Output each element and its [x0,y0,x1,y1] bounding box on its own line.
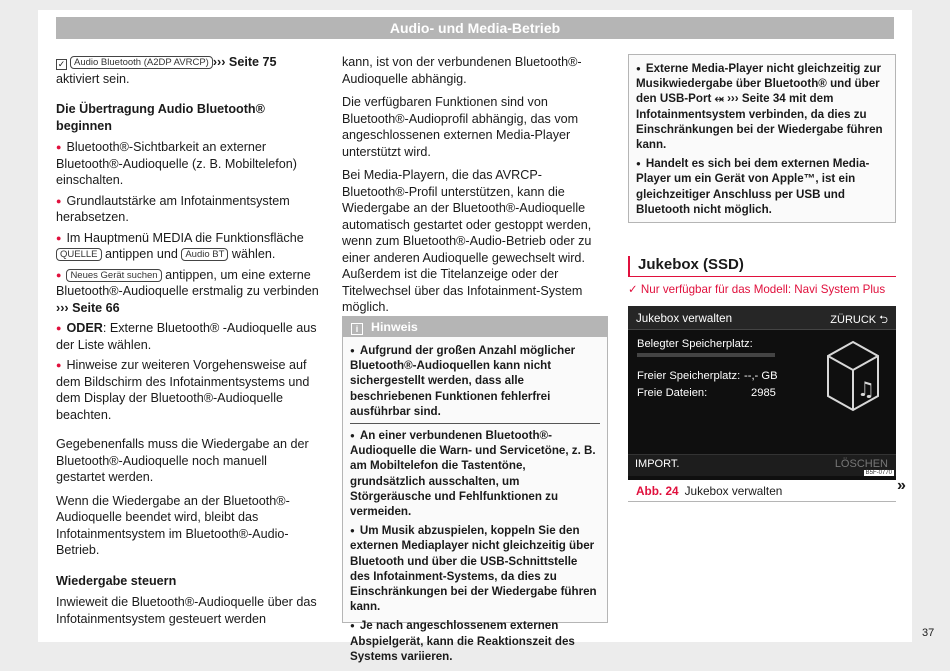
button-label-audio-bt: Audio BT [181,248,228,261]
page-reference[interactable]: ››› Seite 66 [56,300,120,315]
list-item: ● Im Hauptmenü MEDIA die Funktionsfläche QUELLE antippen und Audio BT wählen. [56,230,319,263]
availability-note: ✓ Nur verfügbar für das Modell: Navi System Plus [628,283,886,296]
page-reference[interactable]: Seite 34 [741,92,786,106]
storage-progress-bar [637,353,775,357]
screen-title-bar [628,306,896,330]
heading-transfer: Die Übertragung Audio Bluetooth® beginnen [56,102,265,133]
paragraph: Die verfügbaren Funktionen sind von Bluetooth®-Audioprofil abhängig, das vom angeschlossenen externen Media-Player unterstützt wird. [342,95,579,159]
paragraph: kann, ist von der verbundenen Bluetooth®-Audioquelle abhängig. [342,55,582,86]
caution-item: ● Externe Media-Player nicht gleichzeitig zur Musikwiedergabe über Bluetooth® und über den USB-Port ⬾ ››› Seite 34 mit dem Infotainmentsystem verbinden, da dies zu Einschränkungen bei der Wiedergabe führen kann. [636,61,888,152]
section-title: Jukebox (SSD) [628,256,896,277]
column-middle [342,54,608,323]
note-header: i Hinweis [343,317,607,337]
free-files-label: Freie Dateien: [637,387,708,399]
note-item: ● An einer verbundenen Bluetooth®-Audioquelle die Warn- und Servicetöne, z. B. am Mobiltelefon die Tastentöne, grundsätzlich ausschalten, um Störgeräusche und Fehlfunktionen zu vermeiden. [350,428,600,519]
note-item: ● Um Musik abzuspielen, koppeln Sie den externen Mediaplayer nicht gleichzeitig über Bluetooth und über die USB-Schnittstelle des Infotainment-Systems, da dies zu Einschränkungen bei der Wiedergabe führen kann. [350,523,600,614]
free-space-value: --,- GB [744,370,778,382]
page-reference[interactable]: ››› Seite 75 [212,55,277,69]
used-space-label: Belegter Speicherplatz: [637,338,753,350]
page-number: 37 [922,627,935,639]
paragraph-prerequisite: ✓ Audio Bluetooth (A2DP AVRCP) ››› Seite 75 aktiviert sein. [56,55,277,86]
image-code: B5F-0770 [865,470,892,476]
list-item: ● Grundlautstärke am Infotainmentsystem herabsetzen. [56,193,319,226]
screen-title: Jukebox verwalten [636,312,733,325]
note-box [342,316,608,663]
list-item: ● Bluetooth®-Sichtbarkeit an externer Bluetooth®-Audioquelle (z. B. Mobiltelefon) einschalten. [56,139,319,189]
paragraph: Bei Media-Playern, die das AVRCP-Bluetooth®-Profil unterstützen, kann die Wiedergabe an der Bluetooth®-Audioquelle automatisch gestartet oder gestoppt werden, wenn zum Bluetooth®-Audio-Betrieb oder zu einer anderen Audioquelle gewechselt wird. Außerdem ist die Titelanzeige oder der Titelwechsel über das Infotainment-System möglich. [342,168,592,314]
delete-button[interactable]: LÖSCHEN [834,458,888,470]
caution-box [628,54,896,223]
figure-caption: Abb. 24 Jukebox verwalten [628,480,896,502]
list-item: ● Hinweise zur weiteren Vorgehensweise auf dem Bildschirm des Infotainmentsystems und dem Display der Bluetooth®-Audioquelle beachten. [56,357,319,423]
button-label-new-device: Neues Gerät suchen [66,269,161,282]
import-button[interactable]: IMPORT. [635,458,680,470]
button-label-audio-bluetooth: Audio Bluetooth (A2DP AVRCP) [70,56,213,69]
screen-footer [628,454,896,476]
note-item: ● Aufgrund der großen Anzahl möglicher Bluetooth®-Audioquellen kann nicht sichergestellt werden, dass alle beschriebenen Funktionen fehlerfrei ausführbar sind. [350,343,600,419]
free-files-value: 2985 [751,387,776,399]
heading-control: Wiedergabe steuern [56,573,177,588]
note-item: ● Je nach angeschlossenem externen Abspielgerät, kann die Reaktionszeit des Systems variieren. [350,618,600,664]
column-left [56,54,319,634]
button-label-quelle: QUELLE [56,248,102,261]
jukebox-screenshot [628,306,896,480]
section-header: Audio- und Media-Betrieb [56,17,894,39]
list-item: ● ODER: Externe Bluetooth® -Audioquelle aus der Liste wählen. [56,320,319,353]
paragraph: Gegebenenfalls muss die Wiedergabe an der Bluetooth®-Audioquelle noch manuell gestartet werden. [56,437,309,484]
caution-item: ● Handelt es sich bei dem externen Media-Player um ein Gerät von Apple™, ist ein gleichzeitiger Anschluss per USB und Bluetooth nicht möglich. [636,156,888,217]
music-box-icon [824,336,882,424]
paragraph: Inwieweit die Bluetooth®-Audioquelle über das Infotainmentsystem gesteuert werden [56,595,317,626]
info-icon: i [351,323,363,335]
back-button[interactable]: ZÜRUCK ⮌ [830,314,888,326]
checkbox-icon: ✓ [57,59,66,69]
svg-text:♫: ♫ [857,377,875,401]
continue-marker: » [897,477,906,494]
free-space-label: Freier Speicherplatz: [637,370,741,382]
paragraph: Wenn die Wiedergabe an der Bluetooth®-Audioquelle beendet wird, bleibt das Infotainmentsystem im Bluetooth®-Audio-Betrieb. [56,493,290,557]
list-item: ● Neues Gerät suchen antippen, um eine externe Bluetooth®-Audioquelle erstmalig zu verbinden ››› Seite 66 [56,267,319,317]
